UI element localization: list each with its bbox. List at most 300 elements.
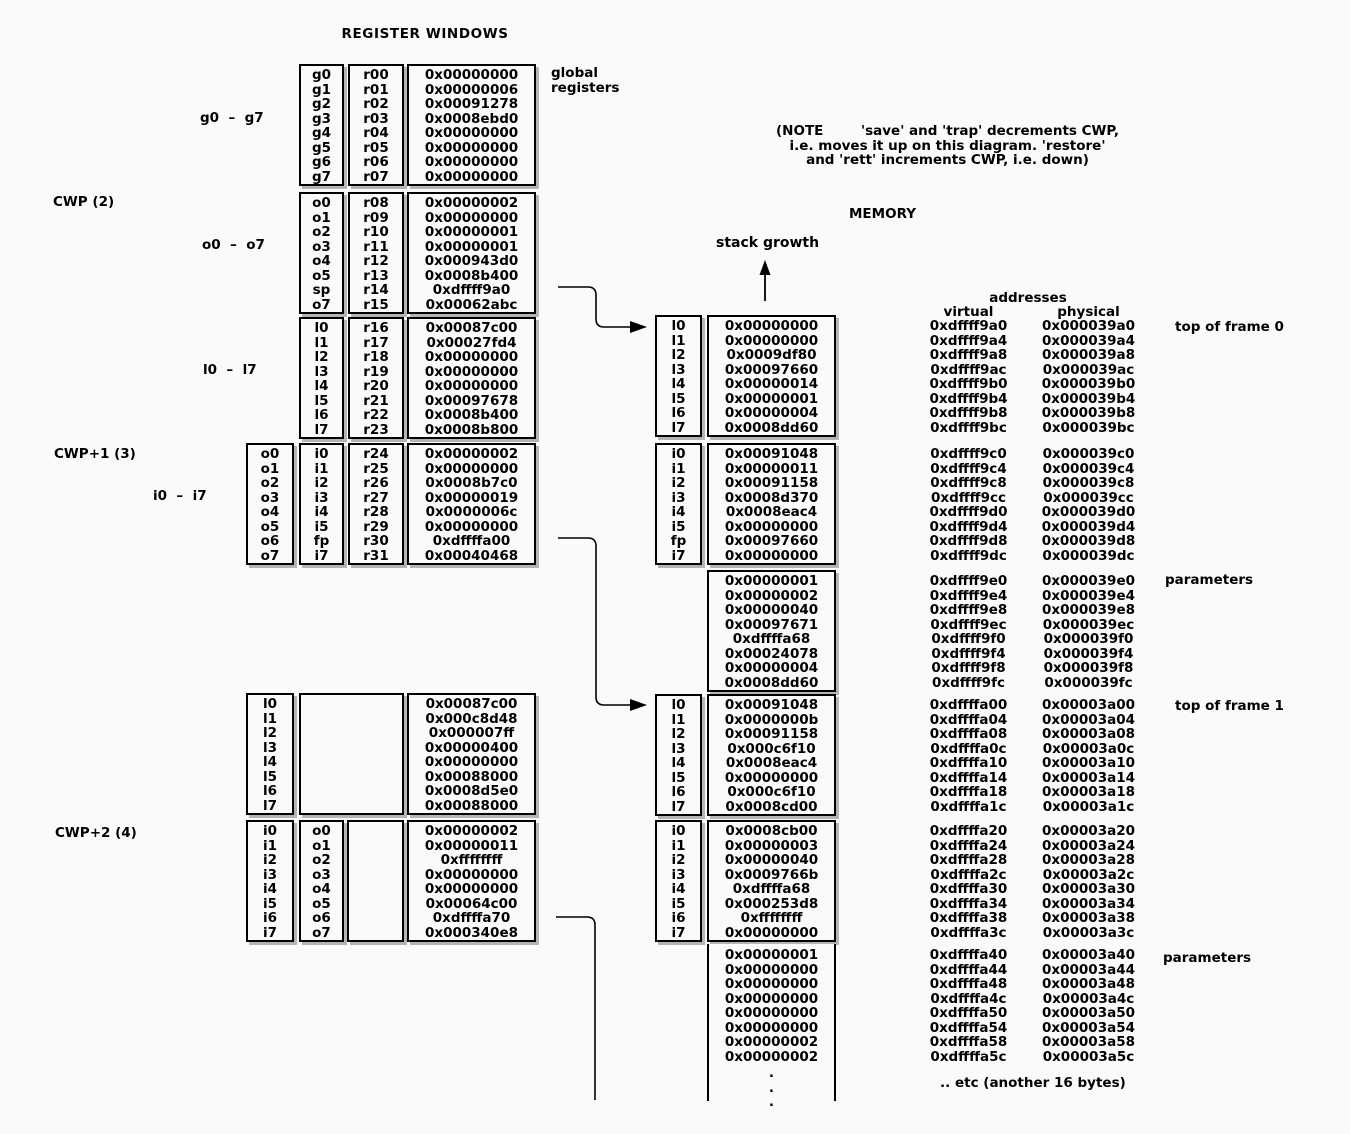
virtual-address-cell: 0xdffff9a4 [929, 332, 1008, 349]
register-value-cell: 0x00000002 [424, 823, 519, 839]
memory-label-cell: l3 [671, 361, 686, 378]
memory-value-cell: 0x000253d8 [724, 895, 819, 912]
cwp2-local-value-column [407, 693, 536, 815]
physical-address-cell: 0x00003a40 [1042, 947, 1135, 963]
register-name-cell: l1 [262, 710, 278, 727]
memory-value-cell: 0x00000000 [724, 547, 819, 564]
register-value-cell: 0x00000011 [424, 837, 519, 854]
physical-address-cell: 0x000039e4 [1041, 587, 1135, 604]
register-name-cell: i2 [262, 852, 278, 868]
physical-address-cell: 0x000039dc [1042, 547, 1135, 564]
physical-address-cell: 0x000039a0 [1042, 318, 1135, 334]
register-value-cell: 0x0008d5e0 [424, 783, 519, 799]
memory-value-cell: 0x00000004 [724, 660, 819, 676]
register-number-cell: r18 [363, 349, 389, 365]
memory-value-cell: 0x000c6f10 [727, 740, 816, 757]
register-value-cell: 0xdffff9a0 [432, 282, 511, 298]
memory-value-cell: 0x00000040 [724, 852, 819, 868]
caption-line: registers [551, 79, 620, 96]
physical-address-cell: 0x000039e0 [1041, 573, 1135, 589]
register-name-cell: l6 [314, 407, 329, 423]
physical-address-cell: 0x000039b0 [1041, 376, 1136, 392]
memory-value-cell: 0x0009766b [724, 866, 819, 883]
ellipsis-dot: . [768, 1065, 775, 1081]
memory-label-cell: l6 [671, 405, 686, 421]
memory-value-cell: 0xdffffa68 [732, 631, 811, 647]
register-name-cell: o2 [260, 475, 280, 491]
virtual-address-cell: 0xdffffa4c [930, 990, 1007, 1007]
ellipsis-dot: . [768, 1079, 775, 1096]
memory-label-cell: l4 [671, 376, 686, 392]
virtual-address-cell: 0xdffffa50 [929, 1005, 1008, 1021]
virtual-address-cell: 0xdffff9d8 [929, 533, 1008, 549]
virtual-address-cell: 0xdffffa1c [930, 798, 1007, 815]
register-name-cell: g1 [311, 81, 332, 98]
register-name-cell: o7 [312, 296, 331, 313]
register-number-cell: r23 [363, 421, 389, 438]
register-number-cell: r26 [363, 475, 389, 491]
physical-address-cell: 0x00003a50 [1042, 1005, 1135, 1021]
physical-address-cell: 0x00003a5c [1042, 1048, 1135, 1065]
etc-note-label: .. etc (another 16 bytes) [940, 1075, 1126, 1091]
register-value-cell: 0x00091278 [424, 96, 519, 112]
register-value-cell: 0x00000000 [424, 125, 519, 141]
physical-address-cell: 0x000039a8 [1042, 347, 1135, 363]
register-name-cell: g0 [311, 67, 332, 83]
cwp2-in-empty-box [347, 820, 404, 942]
label-cwp: CWP (2) [53, 194, 115, 210]
register-number-cell: r09 [363, 209, 389, 226]
register-name-cell: o1 [312, 837, 331, 854]
virtual-address-cell: 0xdffffa20 [929, 823, 1008, 839]
physical-addresses-frame1-in [1025, 824, 1152, 940]
register-name-cell: i7 [314, 547, 329, 564]
mem-frame1-in-values [707, 820, 836, 942]
register-name-cell: sp [312, 282, 331, 298]
register-name-cell: l0 [262, 696, 278, 712]
memory-ellipsis [707, 1066, 836, 1110]
register-name-cell: i6 [262, 910, 278, 926]
register-name-cell: l6 [262, 783, 278, 799]
memory-value-cell: 0x0008eac4 [725, 504, 818, 520]
memory-value-cell: 0x00000003 [724, 837, 819, 854]
memory-value-cell: 0x0008dd60 [724, 674, 819, 691]
stack-growth-label: stack growth [716, 235, 820, 251]
memory-label-cell: l7 [671, 798, 686, 815]
physical-heading: physical [1057, 304, 1120, 320]
memory-value-cell: 0x0009df80 [726, 347, 817, 363]
register-name-cell: l7 [314, 421, 329, 438]
virtual-address-cell: 0xdffff9a0 [929, 318, 1008, 334]
physical-address-cell: 0x000039e8 [1041, 602, 1135, 618]
top-of-frame0-label: top of frame 0 [1175, 319, 1284, 335]
physical-address-cell: 0x000039b8 [1041, 405, 1136, 421]
virtual-address-cell: 0xdffff9e8 [929, 602, 1008, 618]
global-registers-caption [551, 66, 641, 95]
virtual-address-cell: 0xdffff9b8 [929, 405, 1008, 421]
register-value-cell: 0x00097678 [424, 392, 519, 409]
register-value-cell: 0x00088000 [424, 797, 519, 814]
register-name-cell: l7 [262, 797, 278, 814]
virtual-address-cell: 0xdffffa38 [929, 910, 1008, 926]
virtual-address-cell: 0xdffffa58 [929, 1034, 1008, 1050]
memory-label-cell: l1 [671, 332, 686, 349]
top-of-frame1-label: top of frame 1 [1175, 698, 1284, 714]
register-value-cell: 0x0008b400 [424, 407, 519, 423]
memory-value-cell: 0x00097660 [724, 361, 819, 378]
memory-value-cell: 0x00000004 [724, 405, 819, 421]
memory-value-cell: 0x00091158 [724, 726, 819, 742]
register-value-cell: 0x000340e8 [424, 924, 518, 941]
virtual-address-cell: 0xdffffa18 [929, 784, 1008, 800]
memory-label-cell: i3 [671, 489, 686, 506]
memory-value-cell: 0x00000000 [724, 1019, 819, 1036]
physical-address-cell: 0x00003a3c [1042, 924, 1135, 941]
register-name-cell: o5 [312, 895, 331, 912]
physical-address-cell: 0x00003a48 [1042, 976, 1135, 992]
memory-value-cell: 0x00000000 [724, 924, 819, 941]
virtual-address-cell: 0xdffff9a8 [929, 347, 1008, 363]
register-number-cell: r27 [363, 489, 389, 506]
cwp2-in-name-column [246, 820, 294, 942]
register-number-cell: r25 [363, 460, 389, 477]
memory-label-cell: i7 [671, 924, 686, 941]
register-name-cell: l4 [262, 754, 278, 770]
virtual-address-cell: 0xdffff9e4 [929, 587, 1008, 604]
register-name-cell: o4 [312, 881, 331, 897]
physical-address-cell: 0x00003a28 [1042, 852, 1135, 868]
memory-value-cell: 0x00000001 [724, 947, 819, 963]
register-value-cell: 0x00087c00 [425, 320, 518, 336]
memory-value-cell: 0x00000000 [724, 769, 819, 786]
physical-address-cell: 0x000039bc [1042, 419, 1135, 436]
register-name-cell: i2 [314, 475, 329, 491]
register-value-cell: 0x00000001 [424, 224, 519, 240]
physical-address-cell: 0x00003a20 [1042, 823, 1135, 839]
register-name-cell: l5 [262, 768, 278, 785]
physical-address-cell: 0x000039d0 [1041, 504, 1136, 520]
register-name-cell: o2 [312, 852, 331, 868]
register-number-cell: r28 [363, 504, 389, 520]
memory-value-cell: 0x00000000 [724, 976, 819, 992]
memory-label-cell: i2 [671, 852, 686, 868]
physical-address-cell: 0x000039ac [1042, 361, 1135, 378]
register-name-cell: o4 [312, 253, 331, 269]
arrow-fp-to-frame1 [558, 538, 647, 711]
register-number-cell: r08 [363, 195, 389, 211]
memory-label-cell: l2 [671, 347, 686, 363]
cwp-note [745, 124, 1150, 168]
virtual-addresses-params1 [905, 574, 1032, 690]
memory-value-cell: 0x00000000 [724, 1005, 819, 1021]
register-name-cell: o3 [312, 866, 331, 883]
virtual-address-cell: 0xdffff9b0 [929, 376, 1008, 392]
physical-address-cell: 0x00003a08 [1042, 726, 1135, 742]
register-number-cell: r06 [363, 154, 389, 170]
memory-value-cell: 0x00000002 [724, 587, 819, 604]
physical-address-cell: 0x000039cc [1043, 489, 1134, 506]
virtual-address-cell: 0xdffff9f4 [931, 645, 1006, 662]
in-value-column [407, 443, 536, 565]
stack-growth-up-arrow [760, 260, 771, 301]
memory-value-cell: 0x00091048 [724, 697, 819, 713]
register-value-cell: 0x00000000 [424, 866, 519, 883]
virtual-address-cell: 0xdffffa40 [929, 947, 1008, 963]
memory-value-cell: 0x0008dd60 [724, 419, 819, 436]
memory-label-cell: l5 [671, 390, 686, 407]
register-value-cell: 0x00000000 [424, 168, 519, 185]
memory-label-cell: i2 [671, 475, 686, 491]
out-reg-column [348, 192, 404, 314]
mem-frame0-local-labels [655, 315, 702, 437]
line-o6-down [556, 917, 595, 1100]
caption-line: global [551, 65, 598, 81]
memory-value-cell: 0x00000000 [724, 318, 819, 334]
register-number-cell: r03 [363, 110, 389, 127]
register-number-cell: r07 [363, 168, 389, 185]
physical-address-cell: 0x00003a18 [1042, 784, 1135, 800]
label-i-range: i0 – i7 [153, 488, 207, 504]
register-name-cell: o5 [260, 518, 280, 535]
note-line: (NOTE 'save' and 'trap' decrements CWP, [776, 123, 1119, 139]
physical-address-cell: 0x000039b4 [1041, 390, 1136, 407]
virtual-address-cell: 0xdffff9bc [930, 419, 1007, 436]
physical-address-cell: 0x000039c0 [1042, 446, 1135, 462]
register-number-cell: r22 [363, 407, 389, 423]
physical-addresses-params1 [1025, 574, 1152, 690]
in-outer-name-column [246, 443, 294, 565]
global-name-column [299, 64, 344, 186]
register-value-cell: 0x00000002 [424, 446, 519, 462]
register-value-cell: 0x00000000 [424, 154, 519, 170]
physical-address-cell: 0x00003a10 [1042, 755, 1135, 771]
register-name-cell: l3 [262, 739, 278, 756]
virtual-address-cell: 0xdffff9d4 [929, 518, 1008, 535]
memory-label-cell: i5 [671, 518, 686, 535]
register-number-cell: r10 [363, 224, 389, 240]
memory-label-cell: l0 [671, 697, 686, 713]
register-value-cell: 0x00000000 [424, 209, 519, 226]
memory-value-cell: 0x00000000 [724, 961, 819, 978]
register-name-cell: o2 [312, 224, 331, 240]
memory-heading: MEMORY [849, 206, 916, 222]
memory-value-cell: 0x0008cd00 [725, 798, 818, 815]
memory-value-cell: 0x00000040 [724, 602, 819, 618]
memory-label-cell: i7 [671, 547, 686, 564]
memory-value-cell: 0x00091048 [724, 446, 819, 462]
memory-label-cell: fp [670, 533, 687, 549]
memory-label-cell: l2 [671, 726, 686, 742]
register-value-cell: 0x00000002 [424, 195, 519, 211]
memory-label-cell: i5 [671, 895, 686, 912]
physical-address-cell: 0x000039c4 [1042, 460, 1135, 477]
note-line: i.e. moves it up on this diagram. 'restore' [789, 137, 1106, 154]
register-name-cell: g3 [311, 110, 332, 127]
register-number-cell: r14 [363, 282, 389, 298]
mem-frame0-in-labels [655, 443, 702, 565]
memory-label-cell: l3 [671, 740, 686, 757]
register-value-cell: 0x000007ff [428, 725, 515, 741]
register-name-cell: o6 [312, 910, 331, 926]
memory-label-cell: l7 [671, 419, 686, 436]
local-value-column [407, 317, 536, 439]
memory-label-cell: i0 [671, 446, 686, 462]
arrow-sp-to-frame0 [558, 287, 647, 333]
virtual-address-cell: 0xdffff9fc [932, 674, 1005, 691]
register-number-cell: r12 [363, 253, 389, 269]
register-name-cell: o1 [260, 460, 280, 477]
register-value-cell: 0x00000400 [424, 739, 519, 756]
memory-label-cell: l1 [671, 711, 686, 728]
physical-address-cell: 0x00003a54 [1042, 1019, 1135, 1036]
register-name-cell: l2 [262, 725, 278, 741]
cwp2-local-empty-box [299, 693, 404, 815]
memory-value-cell: 0x00000000 [724, 990, 819, 1007]
register-value-cell: 0x0008b7c0 [425, 475, 518, 491]
memory-value-cell: 0x00097660 [724, 533, 819, 549]
note-line: and 'rett' increments CWP, i.e. down) [806, 152, 1089, 168]
parameters2-label: parameters [1163, 950, 1252, 966]
physical-address-cell: 0x00003a44 [1042, 961, 1135, 978]
register-value-cell: 0x00064c00 [425, 895, 518, 912]
register-value-cell: 0x00000000 [424, 754, 519, 770]
register-value-cell: 0x00062abc [425, 296, 518, 313]
virtual-address-cell: 0xdffff9cc [930, 489, 1007, 506]
register-name-cell: l5 [314, 392, 329, 409]
virtual-addresses-params2 [905, 948, 1032, 1064]
label-o-range: o0 – o7 [202, 237, 265, 253]
register-number-cell: r31 [363, 547, 389, 564]
register-name-cell: i4 [314, 504, 329, 520]
physical-address-cell: 0x000039fc [1044, 674, 1133, 691]
memory-value-cell: 0xffffffff [740, 910, 803, 926]
virtual-address-cell: 0xdffff9b4 [929, 390, 1008, 407]
virtual-address-cell: 0xdffffa44 [929, 961, 1008, 978]
register-number-cell: r13 [363, 267, 389, 284]
register-name-cell: l4 [314, 378, 329, 394]
register-name-cell: i1 [262, 837, 278, 854]
memory-value-cell: 0x00091158 [724, 475, 819, 491]
memory-label-cell: i4 [671, 881, 686, 897]
register-name-cell: o4 [260, 504, 280, 520]
virtual-address-cell: 0xdffffa14 [929, 769, 1008, 786]
memory-label-cell: l5 [671, 769, 686, 786]
virtual-addresses-frame0-in [905, 447, 1032, 563]
register-name-cell: i7 [262, 924, 278, 941]
virtual-address-cell: 0xdffff9c4 [930, 460, 1007, 477]
virtual-address-cell: 0xdffff9f0 [931, 631, 1006, 647]
memory-label-cell: l0 [671, 318, 686, 334]
local-name-column [299, 317, 344, 439]
memory-label-cell: i1 [671, 460, 686, 477]
memory-value-cell: 0x00000000 [724, 332, 819, 349]
physical-address-cell: 0x00003a58 [1042, 1034, 1135, 1050]
register-name-cell: i5 [314, 518, 329, 535]
physical-address-cell: 0x000039d4 [1041, 518, 1136, 535]
cwp2-local-name-column [246, 693, 294, 815]
memory-value-cell: 0x0008eac4 [725, 755, 818, 771]
virtual-addresses-frame0-local [905, 319, 1032, 435]
virtual-address-cell: 0xdffffa04 [929, 711, 1008, 728]
register-value-cell: 0x00087c00 [425, 696, 518, 712]
physical-address-cell: 0x000039c8 [1042, 475, 1135, 491]
physical-addresses-frame1-local [1025, 698, 1152, 814]
register-number-cell: r24 [363, 446, 389, 462]
in-name-column [299, 443, 344, 565]
in-reg-column [348, 443, 404, 565]
register-name-cell: o6 [260, 533, 280, 549]
register-name-cell: g5 [311, 139, 332, 156]
register-name-cell: i4 [262, 881, 278, 897]
virtual-address-cell: 0xdffff9e0 [929, 573, 1008, 589]
virtual-address-cell: 0xdffffa54 [929, 1019, 1008, 1036]
register-value-cell: 0xffffffff [440, 852, 503, 868]
register-name-cell: l0 [314, 320, 329, 336]
memory-label-cell: l4 [671, 755, 686, 771]
register-value-cell: 0x00000000 [424, 378, 519, 394]
virtual-address-cell: 0xdffffa2c [930, 866, 1007, 883]
physical-address-cell: 0x000039a4 [1042, 332, 1135, 349]
register-name-cell: o1 [312, 209, 331, 226]
virtual-address-cell: 0xdffff9d0 [929, 504, 1008, 520]
register-value-cell: 0x00027fd4 [426, 334, 517, 351]
register-value-cell: 0x00000000 [424, 881, 519, 897]
register-value-cell: 0x00000000 [424, 518, 519, 535]
memory-value-cell: 0x00000001 [724, 390, 819, 407]
register-name-cell: i3 [314, 489, 329, 506]
register-value-cell: 0x0008b800 [424, 421, 519, 438]
virtual-address-cell: 0xdffff9f8 [931, 660, 1006, 676]
memory-value-cell: 0x00000002 [724, 1048, 819, 1065]
register-value-cell: 0x00000000 [424, 139, 519, 156]
register-value-cell: 0x0000006c [425, 504, 518, 520]
physical-address-cell: 0x00003a34 [1042, 895, 1135, 912]
register-value-cell: 0x00000006 [424, 81, 519, 98]
addresses-heading: addresses [989, 290, 1067, 306]
virtual-addresses-frame1-local [905, 698, 1032, 814]
register-value-cell: 0x00000000 [424, 460, 519, 477]
ellipsis-dot: . [768, 1094, 775, 1110]
physical-address-cell: 0x00003a1c [1042, 798, 1135, 815]
register-name-cell: fp [313, 533, 330, 549]
cwp2-in-value-column [407, 820, 536, 942]
register-name-cell: g6 [311, 154, 332, 170]
register-number-cell: r05 [363, 139, 389, 156]
memory-value-cell: 0x00097671 [724, 616, 819, 633]
out-value-column [407, 192, 536, 314]
memory-value-cell: 0xdffffa68 [732, 881, 811, 897]
register-number-cell: r20 [363, 378, 389, 394]
register-value-cell: 0x00000001 [424, 238, 519, 255]
register-name-cell: i0 [262, 823, 278, 839]
label-cwp1: CWP+1 (3) [54, 446, 136, 462]
register-name-cell: o7 [312, 924, 331, 941]
page-title: REGISTER WINDOWS [341, 26, 509, 42]
physical-address-cell: 0x000039f4 [1043, 645, 1134, 662]
virtual-address-cell: 0xdffffa34 [929, 895, 1008, 912]
virtual-address-cell: 0xdffffa00 [929, 697, 1008, 713]
register-number-cell: r19 [363, 363, 389, 380]
memory-label-cell: i4 [671, 504, 686, 520]
register-number-cell: r11 [363, 238, 389, 255]
register-name-cell: i5 [262, 895, 278, 912]
parameters1-label: parameters [1165, 572, 1254, 588]
register-name-cell: l3 [314, 363, 329, 380]
memory-label-cell: i0 [671, 823, 686, 839]
physical-address-cell: 0x00003a4c [1042, 990, 1135, 1007]
physical-address-cell: 0x00003a14 [1042, 769, 1135, 786]
label-cwp2: CWP+2 (4) [55, 825, 137, 841]
